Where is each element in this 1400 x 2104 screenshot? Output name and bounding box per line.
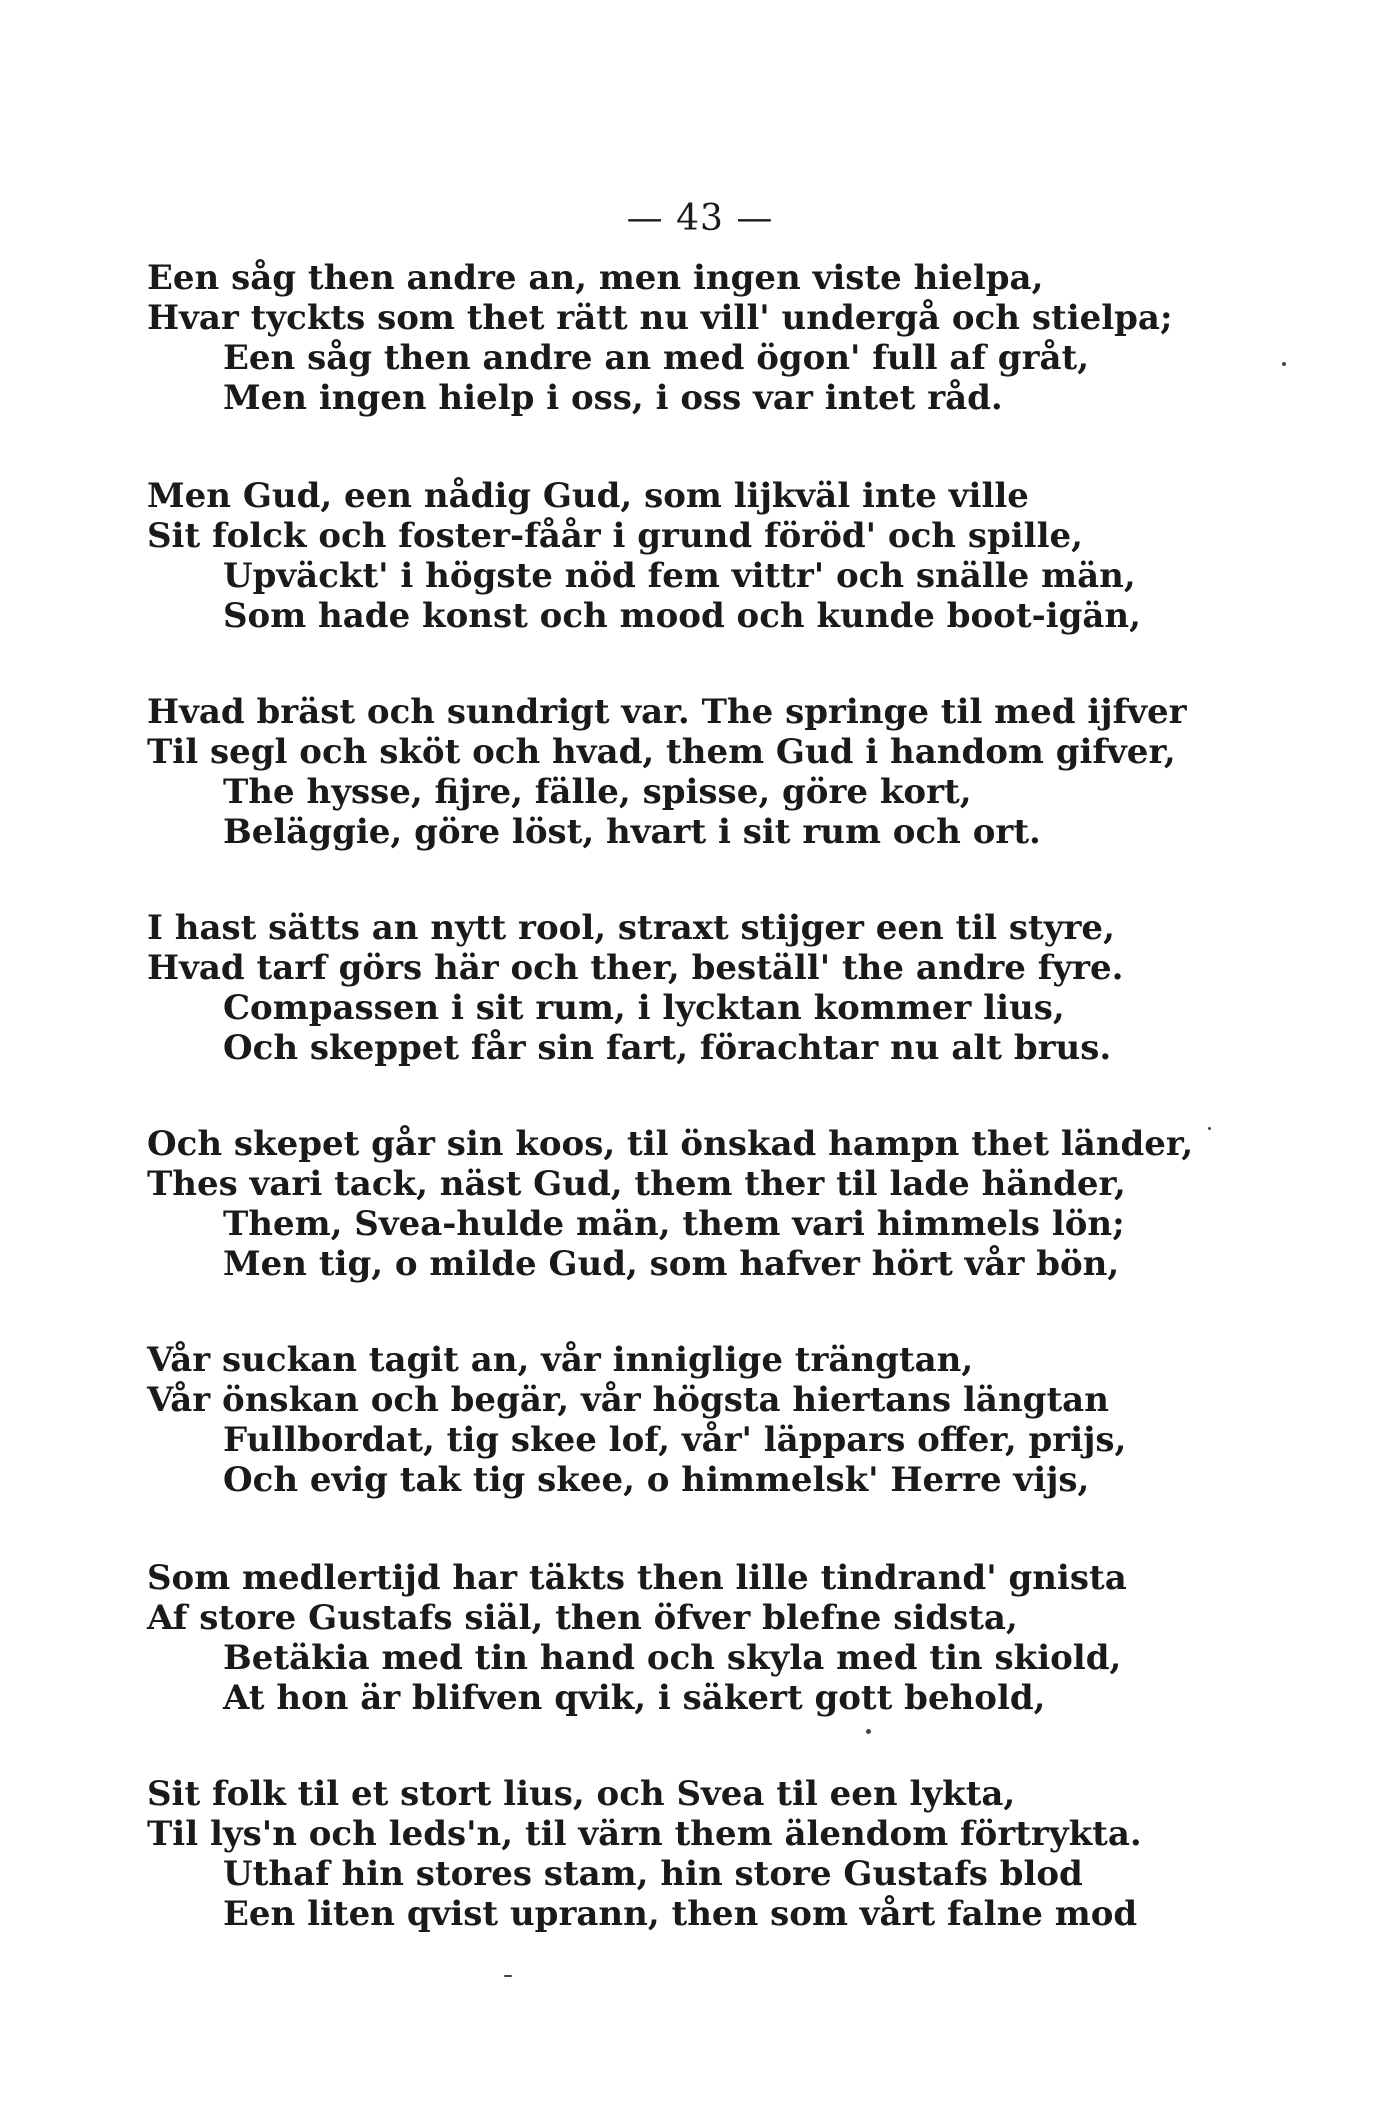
verse-line: Men Gud, een nådig Gud, som lijkväl inte ville [147,476,1029,516]
verse-line: Af store Gustafs siäl, then öfver blefne sidsta, [147,1598,1018,1638]
stanza [147,1124,1193,1284]
ink-speck [1282,362,1286,366]
verse-line: Til segl och sköt och hvad, them Gud i handom gifver, [147,732,1176,772]
ink-speck [866,1729,871,1734]
verse-line: Een såg then andre an med ögon' full af gråt, [223,338,1090,378]
verse-line: Een liten qvist uprann, then som vårt falne mod [223,1894,1138,1934]
verse-line: Til lys'n och leds'n, til värn them älendom förtrykta. [147,1814,1142,1854]
stanza [147,908,1124,1068]
verse-line: Sit folck och foster-fåår i grund föröd' och spille, [147,516,1083,556]
verse-line: Sit folk til et stort lius, och Svea til een lykta, [147,1774,1016,1814]
verse-line: Beläggie, göre löst, hvart i sit rum och ort. [223,812,1041,852]
stanza [147,476,1141,636]
verse-line: Vår suckan tagit an, vår inniglige trängtan, [147,1340,974,1380]
verse-line: Som hade konst och mood och kunde boot-igän, [223,596,1141,636]
verse-line: Och evig tak tig skee, o himmelsk' Herre vijs, [223,1460,1090,1500]
verse-line: Them, Svea-hulde män, them vari himmels lön; [223,1204,1125,1244]
verse-line: Hvad bräst och sundrigt var. The springe til med ijfver [147,692,1187,732]
verse-line: Thes vari tack, näst Gud, them ther til lade händer, [147,1164,1126,1204]
stanza [147,692,1187,852]
stanza [147,258,1173,418]
verse-line: The hysse, fijre, fälle, spisse, göre kort, [223,772,972,812]
verse-line: Compassen i sit rum, i lycktan kommer lius, [223,988,1065,1028]
verse-line: Men ingen hielp i oss, i oss var intet råd. [223,378,1003,418]
verse-line: Upväckt' i högste nöd fem vittr' och snälle män, [223,556,1136,596]
verse-line: Uthaf hin stores stam, hin store Gustafs blod [223,1854,1083,1894]
verse-line: Vår önskan och begär, vår högsta hiertans längtan [147,1380,1109,1420]
verse-line: Och skepet går sin koos, til önskad hampn thet länder, [147,1124,1194,1164]
verse-line: I hast sätts an nytt rool, straxt stijger een til styre, [147,908,1115,948]
verse-line: Och skeppet får sin fart, förachtar nu alt brus. [223,1028,1112,1068]
stanza [147,1340,1126,1500]
verse-line: Betäkia med tin hand och skyla med tin skiold, [223,1638,1122,1678]
verse-line: At hon är blifven qvik, i säkert gott behold, [223,1678,1046,1718]
stanza [147,1558,1127,1718]
page-number: — 43 — [626,198,774,239]
verse-line: Hvar tyckts som thet rätt nu vill' undergå och stielpa; [147,298,1173,338]
ink-speck [504,1975,512,1977]
verse-line: Som medlertijd har täkts then lille tindrand' gnista [147,1558,1127,1598]
ink-speck [1208,1127,1211,1130]
verse-line: Hvad tarf görs här och ther, beställ' the andre fyre. [147,948,1124,988]
verse-line: Een såg then andre an, men ingen viste hielpa, [147,258,1044,298]
stanza [147,1774,1142,1934]
verse-line: Men tig, o milde Gud, som hafver hört vår bön, [223,1244,1120,1284]
verse-line: Fullbordat, tig skee lof, vår' läppars offer, prijs, [223,1420,1127,1460]
